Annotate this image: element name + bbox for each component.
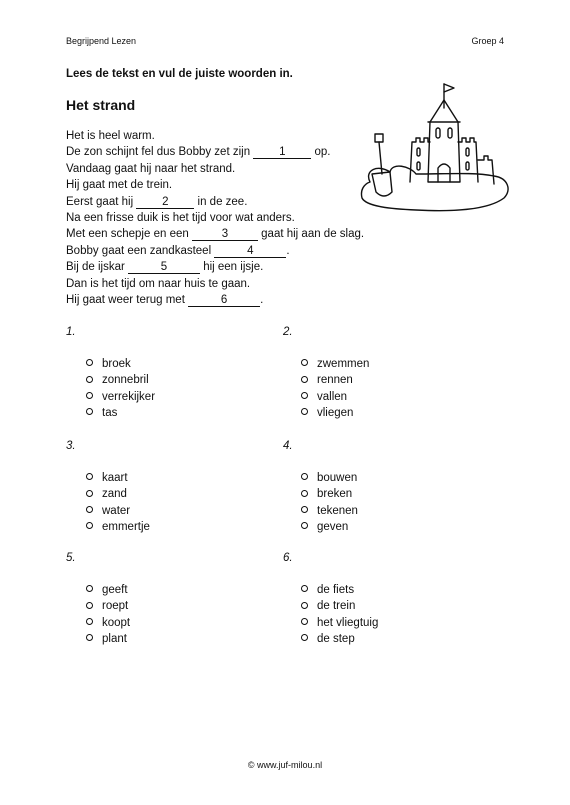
radio-circle-icon[interactable]	[301, 473, 308, 480]
option-label: de trein	[317, 600, 356, 613]
answer-option[interactable]	[86, 582, 130, 598]
fill-in-blank[interactable]: 3	[192, 228, 258, 241]
question-number: 5.	[66, 552, 76, 564]
answer-option[interactable]	[301, 582, 378, 598]
answer-option[interactable]	[86, 372, 155, 388]
answer-option[interactable]	[301, 389, 369, 405]
answer-options	[301, 356, 369, 421]
radio-circle-icon[interactable]	[86, 490, 93, 497]
story-text-segment: gaat hij aan de slag.	[257, 228, 365, 241]
option-label: zand	[102, 488, 127, 501]
header-subject: Begrijpend Lezen	[66, 36, 137, 46]
option-label: roept	[102, 600, 129, 613]
question-number: 4.	[283, 440, 293, 452]
option-label: verrekijker	[102, 390, 156, 403]
answer-option[interactable]	[301, 631, 378, 647]
story-text-segment: Vandaag gaat hij naar het strand.	[66, 162, 236, 175]
answer-option[interactable]	[301, 470, 358, 486]
story-line	[66, 226, 364, 242]
radio-circle-icon[interactable]	[86, 618, 93, 625]
option-label: bouwen	[317, 472, 358, 484]
radio-circle-icon[interactable]	[301, 490, 308, 497]
option-label: tas	[102, 406, 118, 419]
story-text-segment: Hij gaat met de trein.	[66, 179, 173, 192]
option-label: broek	[102, 358, 131, 370]
fill-in-blank[interactable]: 2	[136, 196, 194, 209]
answer-option[interactable]	[301, 405, 369, 421]
answer-option[interactable]	[86, 519, 150, 535]
radio-circle-icon[interactable]	[86, 392, 93, 399]
radio-circle-icon[interactable]	[301, 585, 308, 592]
header-grade: Groep 4	[471, 36, 504, 46]
answer-option[interactable]	[301, 372, 369, 388]
option-label: water	[102, 504, 131, 517]
story-line	[66, 243, 364, 259]
option-label: vallen	[317, 390, 348, 403]
story-text-segment: Dan is het tijd om naar huis te gaan.	[66, 277, 251, 290]
story-line	[66, 194, 364, 210]
answer-option[interactable]	[301, 519, 358, 535]
option-label: plant	[102, 632, 127, 645]
answer-option[interactable]	[86, 470, 150, 486]
story-line	[66, 128, 364, 144]
radio-circle-icon[interactable]	[301, 359, 308, 366]
option-label: emmertje	[102, 520, 150, 533]
answer-option[interactable]	[301, 615, 378, 631]
story-line	[66, 276, 364, 292]
answer-options	[301, 582, 378, 647]
option-label: geven	[317, 520, 349, 533]
answer-options	[301, 470, 358, 535]
answer-option[interactable]	[86, 503, 150, 519]
answer-option[interactable]	[301, 503, 358, 519]
question-number: 6.	[283, 552, 293, 564]
option-label: zonnebril	[102, 374, 149, 387]
answer-option[interactable]	[86, 631, 130, 647]
story-text-segment: Eerst gaat hij	[66, 195, 137, 208]
footer-copyright: © www.juf-milou.nl	[247, 760, 323, 770]
option-label: de step	[317, 632, 355, 645]
story-line	[66, 144, 364, 160]
option-label: geeft	[102, 584, 128, 596]
radio-circle-icon[interactable]	[86, 634, 93, 641]
story-line	[66, 292, 364, 308]
option-label: zwemmen	[317, 358, 370, 370]
story-text-segment: Na een frisse duik is het tijd voor wat anders.	[66, 211, 295, 224]
page-title: Het strand	[66, 97, 136, 113]
question-number: 1.	[66, 326, 76, 338]
answer-option[interactable]	[301, 486, 358, 502]
option-label: koopt	[102, 616, 131, 629]
fill-in-blank[interactable]: 4	[214, 245, 286, 258]
option-label: het vliegtuig	[317, 616, 379, 629]
answer-option[interactable]	[86, 486, 150, 502]
option-label: breken	[317, 488, 353, 501]
radio-circle-icon[interactable]	[86, 376, 93, 383]
radio-circle-icon[interactable]	[301, 408, 308, 415]
radio-circle-icon[interactable]	[86, 359, 93, 366]
story-text-segment: Bij de ijskar	[66, 261, 128, 274]
radio-circle-icon[interactable]	[301, 376, 308, 383]
answer-option[interactable]	[86, 389, 155, 405]
radio-circle-icon[interactable]	[86, 473, 93, 480]
instruction: Lees de tekst en vul de juiste woorden in.	[66, 68, 293, 80]
radio-circle-icon[interactable]	[301, 618, 308, 625]
story-text-segment: op.	[311, 146, 331, 159]
radio-circle-icon[interactable]	[301, 634, 308, 641]
radio-circle-icon[interactable]	[86, 602, 93, 609]
story-text-segment: Bobby gaat een zandkasteel	[66, 244, 215, 257]
sandcastle-illustration	[356, 78, 516, 214]
answer-option[interactable]	[86, 405, 155, 421]
story-text-segment: De zon schijnt fel dus Bobby zet zijn	[66, 146, 254, 159]
answer-option[interactable]	[86, 598, 130, 614]
question-number: 3.	[66, 440, 76, 452]
radio-circle-icon[interactable]	[86, 522, 93, 529]
radio-circle-icon[interactable]	[86, 408, 93, 415]
option-label: vliegen	[317, 406, 354, 419]
fill-in-blank[interactable]: 1	[253, 146, 311, 159]
option-label: rennen	[317, 374, 353, 387]
story-line	[66, 210, 364, 226]
fill-in-blank[interactable]: 5	[128, 261, 200, 274]
radio-circle-icon[interactable]	[301, 522, 308, 529]
story-line	[66, 161, 364, 177]
radio-circle-icon[interactable]	[301, 506, 308, 513]
answer-option[interactable]	[301, 356, 369, 372]
option-label: tekenen	[317, 504, 358, 517]
answer-options	[86, 470, 150, 535]
answer-options	[86, 356, 155, 421]
story-text-segment: hij een ijsje.	[200, 261, 264, 274]
answer-option[interactable]	[301, 598, 378, 614]
radio-circle-icon[interactable]	[301, 392, 308, 399]
story-text-segment: .	[260, 293, 264, 306]
story-text-segment: Hij gaat weer terug met	[66, 293, 189, 306]
radio-circle-icon[interactable]	[86, 506, 93, 513]
story-line	[66, 177, 364, 193]
radio-circle-icon[interactable]	[301, 602, 308, 609]
option-label: de fiets	[317, 584, 355, 596]
answer-option[interactable]	[86, 615, 130, 631]
story-text-segment: in de zee.	[194, 195, 248, 208]
story-text-segment: .	[286, 244, 290, 257]
story-line	[66, 259, 364, 275]
story-text-segment: Met een schepje en een	[66, 228, 192, 241]
radio-circle-icon[interactable]	[86, 585, 93, 592]
option-label: kaart	[102, 472, 128, 484]
question-number: 2.	[283, 326, 293, 338]
answer-options	[86, 582, 130, 647]
answer-option[interactable]	[86, 356, 155, 372]
story-text	[66, 128, 364, 308]
fill-in-blank[interactable]: 6	[188, 294, 260, 307]
story-text-segment: Het is heel warm.	[66, 130, 155, 142]
